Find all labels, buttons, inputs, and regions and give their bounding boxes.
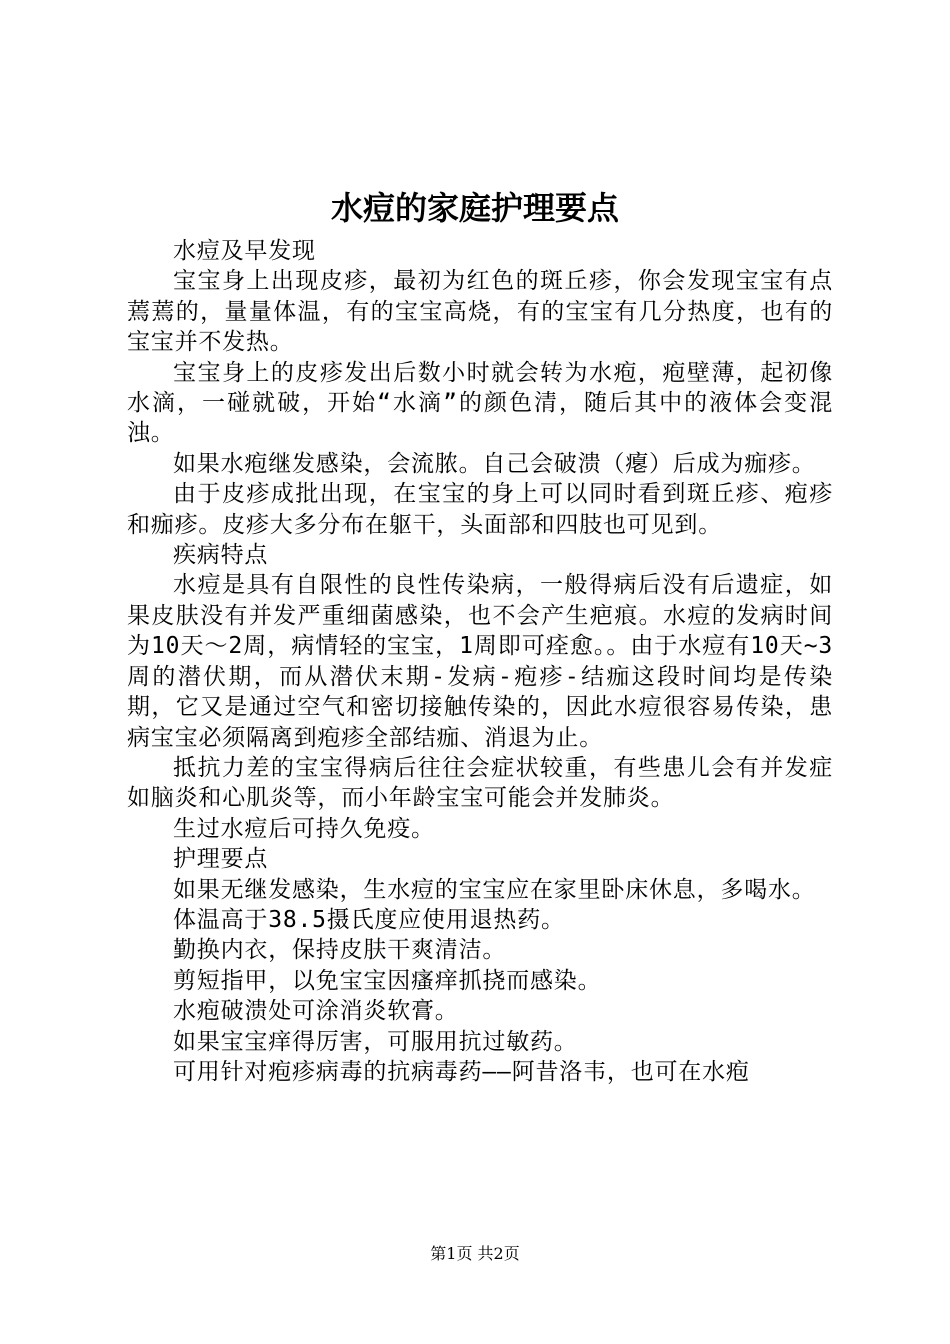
paragraph: 抵抗力差的宝宝得病后往往会症状较重，有些患儿会有并发症如脑炎和心肌炎等，而小年龄宝宝可能会并发肺炎。 <box>127 754 833 812</box>
paragraph: 宝宝身上的皮疹发出后数小时就会转为水疱，疱壁薄，起初像水滴，一碰就破，开始“水滴”的颜色清，随后其中的液体会变混浊。 <box>127 359 833 447</box>
paragraph: 宝宝身上出现皮疹，最初为红色的斑丘疹，你会发现宝宝有点蔫蔫的，量量体温，有的宝宝高烧，有的宝宝有几分热度，也有的宝宝并不发热。 <box>127 268 833 356</box>
paragraph: 如果水疱继发感染，会流脓。自己会破溃（瘪）后成为痂疹。 <box>173 450 816 477</box>
paragraph: 剪短指甲，以免宝宝因瘙痒抓挠而感染。 <box>173 967 602 994</box>
paragraph: 勤换内衣，保持皮肤干爽清洁。 <box>173 937 507 964</box>
section-heading-disease-features: 疾病特点 <box>173 542 269 569</box>
paragraph: 如果无继发感染，生水痘的宝宝应在家里卧床休息，多喝水。 <box>173 876 816 903</box>
paragraph: 可用针对疱疹病毒的抗病毒药——阿昔洛韦，也可在水疱 <box>173 1058 750 1085</box>
paragraph: 水疱破溃处可涂消炎软膏。 <box>173 998 459 1025</box>
document-title: 水痘的家庭护理要点 <box>330 189 619 227</box>
document-body <box>127 236 833 1087</box>
paragraph: 由于皮疹成批出现，在宝宝的身上可以同时看到斑丘疹、疱疹和痂疹。皮疹大多分布在躯干，头面部和四肢也可见到。 <box>127 481 833 538</box>
section-heading-early-detection: 水痘及早发现 <box>173 238 316 264</box>
section-heading-care-points: 护理要点 <box>173 846 269 873</box>
paragraph: 体温高于38.5摄氏度应使用退热药。 <box>173 906 565 933</box>
paragraph: 水痘是具有自限性的良性传染病，一般得病后没有后遗症，如果皮肤没有并发严重细菌感染，也不会产生疤痕。水痘的发病时间为10天～2周，病情轻的宝宝，1周即可痊愈。。由于水痘有10天~3周的潜伏期，而从潜伏末期-发病-疱疹-结痂这段时间均是传染期，它又是通过空气和密切接触传染的，因此水痘很容易传染，患病宝宝必须隔离到疱疹全部结痂、消退为止。 <box>127 572 833 751</box>
paragraph: 如果宝宝痒得厉害，可服用抗过敏药。 <box>173 1028 578 1055</box>
page-number-footer: 第1页 共2页 <box>430 1244 520 1263</box>
paragraph: 生过水痘后可持久免疫。 <box>173 815 435 842</box>
